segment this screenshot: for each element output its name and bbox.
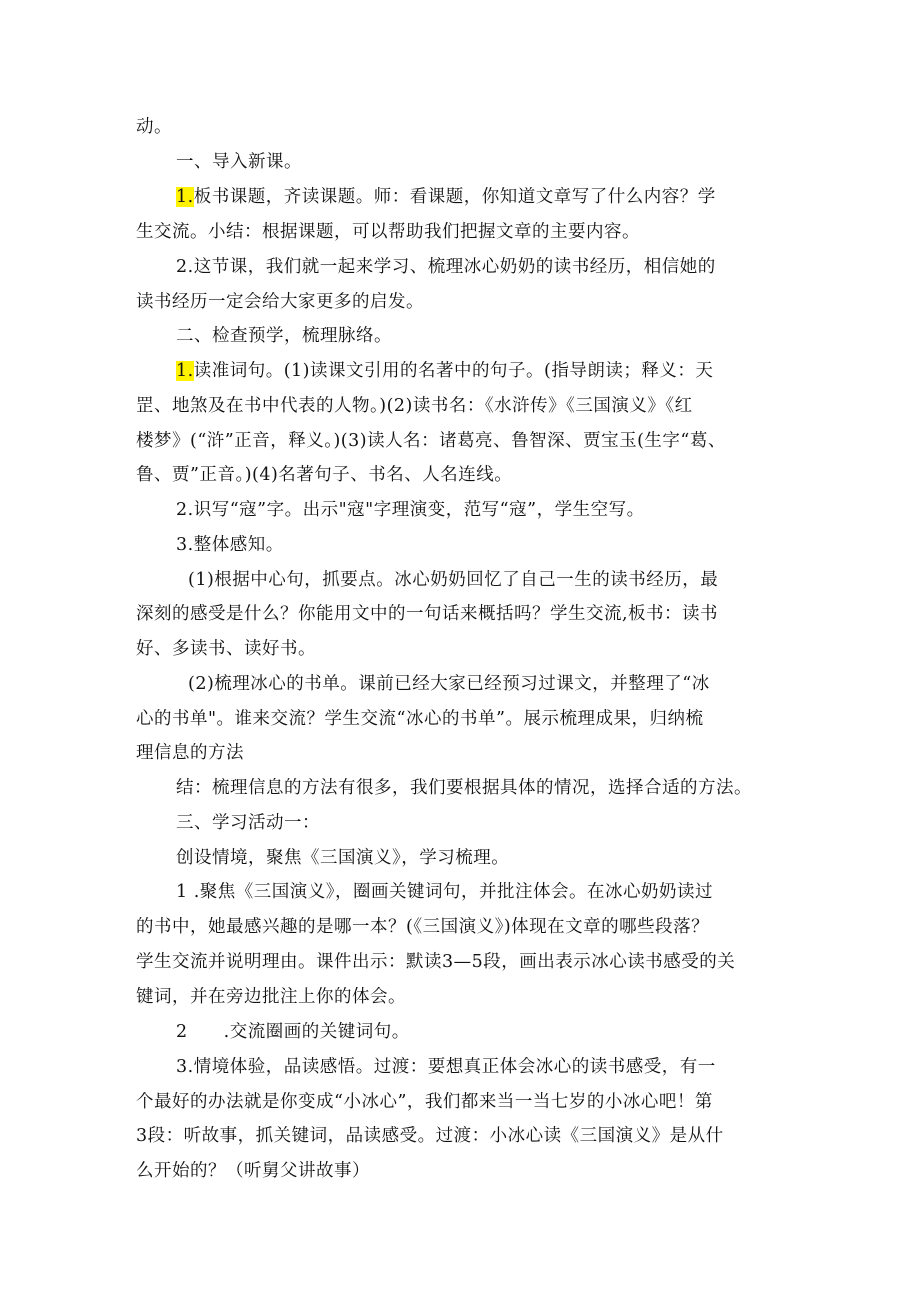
text-line: 的书中，她最感兴趣的是哪一本？(《三国演义》)体现在文章的哪些段落？ xyxy=(136,917,710,937)
text-line: 3.情境体验，品读感悟。过渡：要想真正体会冰心的读书感受，有一 xyxy=(176,1057,716,1077)
section-heading: 三、学习活动一： xyxy=(176,813,320,833)
section-heading: 一、导入新课。 xyxy=(176,152,302,172)
text-line: 深刻的感受是什么？你能用文中的一句话来概括吗？学生交流,板书：读书 xyxy=(136,604,719,624)
text-line: 2.识写“寇”字。出示"寇"字理演变，范写“寇”，学生空写。 xyxy=(176,500,645,520)
text-line: (1)根据中心句，抓要点。冰心奶奶回忆了自己一生的读书经历，最 xyxy=(188,570,719,590)
text-line: 1 .聚焦《三国演义》，圈画关键词句，并批注体会。在冰心奶奶读过 xyxy=(176,882,714,902)
text-line: 好、多读书、读好书。 xyxy=(136,639,316,659)
text-line xyxy=(176,185,716,209)
text-line: 读书经历一定会给大家更多的启发。 xyxy=(136,292,424,312)
highlighted-number: 1. xyxy=(176,187,194,207)
text-line: 么开始的？（听舅父讲故事） xyxy=(136,1161,370,1181)
text-line: 键词，并在旁边批注上你的体会。 xyxy=(136,987,406,1007)
text-line: 2.这节课，我们就一起来学习、梳理冰心奶奶的读书经历，相信她的 xyxy=(176,257,716,277)
text-line: 动。 xyxy=(136,117,172,137)
text-line-content: 读准词句。(1)读课文引用的名著中的句子。(指导朗读；释义：天 xyxy=(193,361,714,381)
text-line: 心的书单"。谁来交流？学生交流“冰心的书单”。展示梳理成果，归纳梳 xyxy=(136,709,704,729)
text-line: 2 .交流圈画的关键词句。 xyxy=(176,1022,410,1042)
text-line-content: 板书课题，齐读课题。师：看课题，你知道文章写了什么内容？学 xyxy=(193,187,716,207)
text-line: (2)梳理冰心的书单。课前已经大家已经预习过课文，并整理了“冰 xyxy=(188,674,710,694)
text-line: 罡、地煞及在书中代表的人物。)(2)读书名：《水浒传》《三国演义》《红 xyxy=(136,396,693,416)
text-line: 楼梦》(“浒”正音，释义。)(3)读人名：诸葛亮、鲁智深、贾宝玉(生字“葛、 xyxy=(136,431,726,451)
text-line xyxy=(176,359,713,383)
text-line: 3段：听故事，抓关键词，品读感受。过渡：小冰心读《三国演义》是从什 xyxy=(136,1126,724,1146)
text-line: 创设情境，聚焦《三国演义》，学习梳理。 xyxy=(176,848,510,868)
text-line: 结：梳理信息的方法有很多，我们要根据具体的情况，选择合适的方法。 xyxy=(176,778,752,798)
text-line: 鲁、贾”正音。)(4)名著句子、书名、人名连线。 xyxy=(136,465,513,485)
text-line: 生交流。小结：根据课题，可以帮助我们把握文章的主要内容。 xyxy=(136,222,640,242)
section-heading: 二、检查预学，梳理脉络。 xyxy=(176,326,392,346)
highlighted-number: 1. xyxy=(176,361,194,381)
text-line: 3.整体感知。 xyxy=(176,535,284,555)
text-line: 理信息的方法 xyxy=(136,743,244,763)
text-line: 学生交流并说明理由。课件出示：默读3—5段，画出表示冰心读书感受的关 xyxy=(136,952,736,972)
text-line: 个最好的办法就是你变成“小冰心”，我们都来当一当七岁的小冰心吧！第 xyxy=(136,1092,713,1112)
